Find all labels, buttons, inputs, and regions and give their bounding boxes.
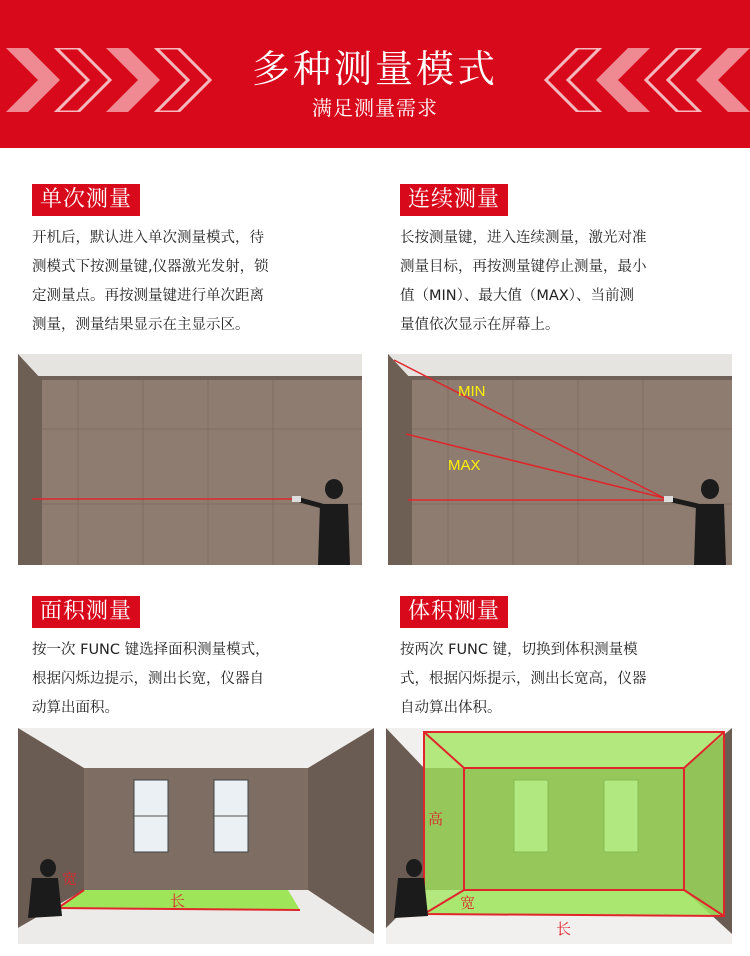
mode-desc-continuous <box>400 224 720 340</box>
desc-line: 自动算出体积。 <box>400 700 502 716</box>
photo-continuous-measurement <box>388 354 732 565</box>
header-banner <box>0 0 750 148</box>
mode-desc-volume <box>400 636 720 723</box>
desc-line: 根据闪烁边提示，测出长宽，仪器自 <box>32 671 264 687</box>
desc-line: 长按测量键，进入连续测量，激光对准 <box>400 230 647 246</box>
desc-line: 定测量点。再按测量键进行单次距离 <box>32 288 264 304</box>
desc-line: 值（MIN）、最大值（MAX）、当前测 <box>400 288 634 304</box>
desc-line: 按两次 FUNC 键，切换到体积测量模 <box>400 642 638 658</box>
min-label: MIN <box>458 383 486 400</box>
desc-line: 测量目标，再按测量键停止测量，最小 <box>400 259 647 275</box>
height-label: 高 <box>428 810 444 828</box>
banner-subtitle: 满足测量需求 <box>312 96 438 120</box>
desc-line: 开机后，默认进入单次测量模式，待 <box>32 230 264 246</box>
desc-line: 按一次 FUNC 键选择面积测量模式， <box>32 642 270 658</box>
mode-desc-area <box>32 636 332 723</box>
desc-line: 动算出面积。 <box>32 700 119 716</box>
desc-line: 量值依次显示在屏幕上。 <box>400 317 560 333</box>
photo-area-measurement <box>18 728 374 944</box>
length-label: 长 <box>556 920 572 938</box>
width-label: 宽 <box>460 894 476 912</box>
desc-line: 测模式下按测量键,仪器激光发射，锁 <box>32 259 269 275</box>
banner-title: 多种测量模式 <box>251 47 498 91</box>
mode-tag-single: 单次测量 <box>32 184 140 216</box>
desc-line: 式，根据闪烁提示，测出长宽高，仪器 <box>400 671 647 687</box>
photo-volume-measurement <box>386 728 732 944</box>
length-label: 长 <box>170 892 186 910</box>
width-label: 宽 <box>62 870 78 888</box>
photo-single-measurement <box>18 354 362 565</box>
mode-tag-continuous: 连续测量 <box>400 184 508 216</box>
mode-tag-area: 面积测量 <box>32 596 140 628</box>
desc-line: 测量，测量结果显示在主显示区。 <box>32 317 250 333</box>
mode-tag-volume: 体积测量 <box>400 596 508 628</box>
mode-desc-single <box>32 224 332 340</box>
max-label: MAX <box>448 457 481 474</box>
